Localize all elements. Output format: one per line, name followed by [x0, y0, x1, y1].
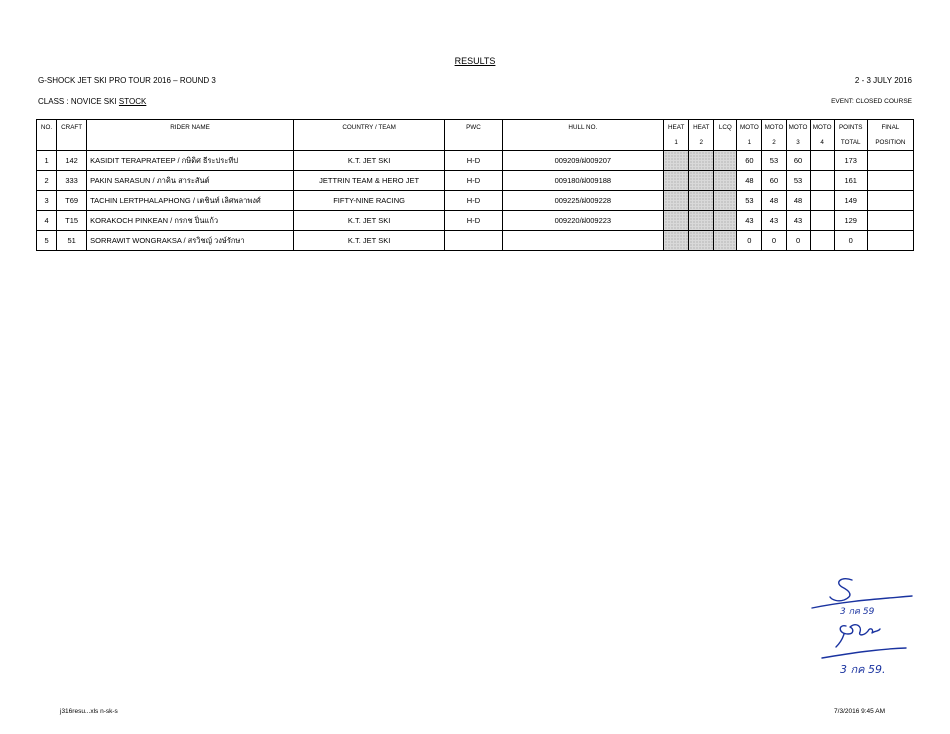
cell-heat-1 [664, 171, 689, 191]
cell-team: JETTRIN TEAM & HERO JET [293, 171, 445, 191]
event-name: G-SHOCK JET SKI PRO TOUR 2016 – ROUND 3 [38, 76, 216, 85]
cell-moto-2: 48 [762, 191, 786, 211]
cell-craft: 142 [57, 151, 87, 171]
handwritten-signature [808, 574, 920, 684]
cell-heat-1 [664, 211, 689, 231]
cell-lcq [714, 231, 737, 251]
cell-lcq [714, 151, 737, 171]
cell-craft: 333 [57, 171, 87, 191]
cell-no: 3 [37, 191, 57, 211]
header-moto-4: MOTO [810, 120, 834, 136]
cell-lcq [714, 171, 737, 191]
cell-moto-1: 60 [737, 151, 762, 171]
cell-moto-1: 43 [737, 211, 762, 231]
cell-final [867, 231, 913, 251]
cell-hull: 009220/ฝ009223 [502, 211, 664, 231]
cell-team: K.T. JET SKI [293, 211, 445, 231]
header-row-bottom [37, 135, 914, 151]
table-row [37, 211, 914, 231]
cell-total: 129 [834, 211, 867, 231]
cell-final [867, 171, 913, 191]
footer-filename: j316resu...xls n-sk-s [60, 708, 118, 715]
cell-moto-3: 60 [786, 151, 810, 171]
cell-total: 161 [834, 171, 867, 191]
cell-hull [502, 231, 664, 251]
event-dates: 2 - 3 JULY 2016 [854, 76, 912, 85]
header-moto-1: MOTO [737, 120, 762, 136]
header-craft: CRAFT [57, 120, 87, 136]
cell-moto-1: 48 [737, 171, 762, 191]
cell-pwc: H-D [445, 151, 502, 171]
cell-moto-4 [810, 191, 834, 211]
cell-team: K.T. JET SKI [293, 231, 445, 251]
header-moto-3-num: 3 [786, 135, 810, 151]
header-moto-3: MOTO [786, 120, 810, 136]
header-rider: RIDER NAME [87, 120, 294, 136]
cell-moto-2: 0 [762, 231, 786, 251]
cell-moto-4 [810, 211, 834, 231]
cell-moto-3: 43 [786, 211, 810, 231]
cell-moto-3: 48 [786, 191, 810, 211]
cell-moto-1: 0 [737, 231, 762, 251]
cell-final [867, 151, 913, 171]
event-type: EVENT: CLOSED COURSE [831, 98, 912, 105]
cell-lcq [714, 211, 737, 231]
cell-heat-2 [689, 211, 714, 231]
cell-heat-2 [689, 231, 714, 251]
cell-heat-2 [689, 191, 714, 211]
header-moto-4-num: 4 [810, 135, 834, 151]
cell-team: FIFTY-NINE RACING [293, 191, 445, 211]
header-team: COUNTRY / TEAM [293, 120, 445, 136]
cell-no: 4 [37, 211, 57, 231]
cell-craft: T69 [57, 191, 87, 211]
table-row [37, 231, 914, 251]
page-title: RESULTS [454, 56, 496, 66]
footer-printed-date: 7/3/2016 9:45 AM [834, 708, 885, 715]
cell-pwc: H-D [445, 211, 502, 231]
header-position: POSITION [867, 135, 913, 151]
signature-note-1: 3 กค 59 [840, 607, 875, 617]
header-moto-2-num: 2 [762, 135, 786, 151]
cell-total: 149 [834, 191, 867, 211]
header-moto-1-num: 1 [737, 135, 762, 151]
cell-moto-3: 0 [786, 231, 810, 251]
cell-rider: SORRAWIT WONGRAKSA / สรวิชญ์ วงษ์รักษา [87, 231, 294, 251]
cell-heat-1 [664, 231, 689, 251]
class-value: STOCK [118, 97, 147, 106]
header-lcq: LCQ [714, 120, 737, 136]
cell-lcq [714, 191, 737, 211]
header-total: TOTAL [834, 135, 867, 151]
cell-rider: PAKIN SARASUN / ภาคิน สาระสันต์ [87, 171, 294, 191]
cell-pwc: H-D [445, 171, 502, 191]
table-row [37, 191, 914, 211]
cell-final [867, 211, 913, 231]
header-heat-2: HEAT [689, 120, 714, 136]
cell-heat-1 [664, 191, 689, 211]
cell-no: 5 [37, 231, 57, 251]
header-pwc: PWC [445, 120, 502, 136]
class-label: CLASS : NOVICE SKI [38, 97, 119, 106]
header-heat-1-num: 1 [664, 135, 689, 151]
cell-moto-1: 53 [737, 191, 762, 211]
cell-rider: KORAKOCH PINKEAN / กรกช ปิ่นแก้ว [87, 211, 294, 231]
table-row [37, 151, 914, 171]
cell-pwc [445, 231, 502, 251]
cell-rider: KASIDIT TERAPRATEEP / กษิดิศ ธีระประทีป [87, 151, 294, 171]
table-row [37, 171, 914, 191]
cell-moto-4 [810, 171, 834, 191]
header-final: FINAL [867, 120, 913, 136]
cell-craft: 51 [57, 231, 87, 251]
signature-note-2: 3 กค 59. [840, 663, 886, 676]
cell-heat-2 [689, 171, 714, 191]
cell-final [867, 191, 913, 211]
cell-total: 0 [834, 231, 867, 251]
cell-moto-2: 60 [762, 171, 786, 191]
cell-moto-3: 53 [786, 171, 810, 191]
cell-team: K.T. JET SKI [293, 151, 445, 171]
cell-moto-4 [810, 231, 834, 251]
results-table [36, 119, 914, 251]
cell-no: 1 [37, 151, 57, 171]
cell-no: 2 [37, 171, 57, 191]
cell-hull: 009209/ฝ009207 [502, 151, 664, 171]
header-row-top [37, 120, 914, 136]
header-points: POINTS [834, 120, 867, 136]
header-moto-2: MOTO [762, 120, 786, 136]
cell-total: 173 [834, 151, 867, 171]
cell-craft: T15 [57, 211, 87, 231]
header-heat-2-num: 2 [689, 135, 714, 151]
cell-heat-2 [689, 151, 714, 171]
cell-rider: TACHIN LERTPHALAPHONG / เตชินท์ เลิศพลาพงศ์ [87, 191, 294, 211]
cell-moto-2: 43 [762, 211, 786, 231]
class-line [38, 97, 146, 106]
header-heat-1: HEAT [664, 120, 689, 136]
cell-heat-1 [664, 151, 689, 171]
cell-hull: 009180/ฝ009188 [502, 171, 664, 191]
header-no: NO. [37, 120, 57, 136]
cell-pwc: H-D [445, 191, 502, 211]
cell-moto-2: 53 [762, 151, 786, 171]
cell-hull: 009225/ฝ009228 [502, 191, 664, 211]
cell-moto-4 [810, 151, 834, 171]
header-hull: HULL NO. [502, 120, 664, 136]
